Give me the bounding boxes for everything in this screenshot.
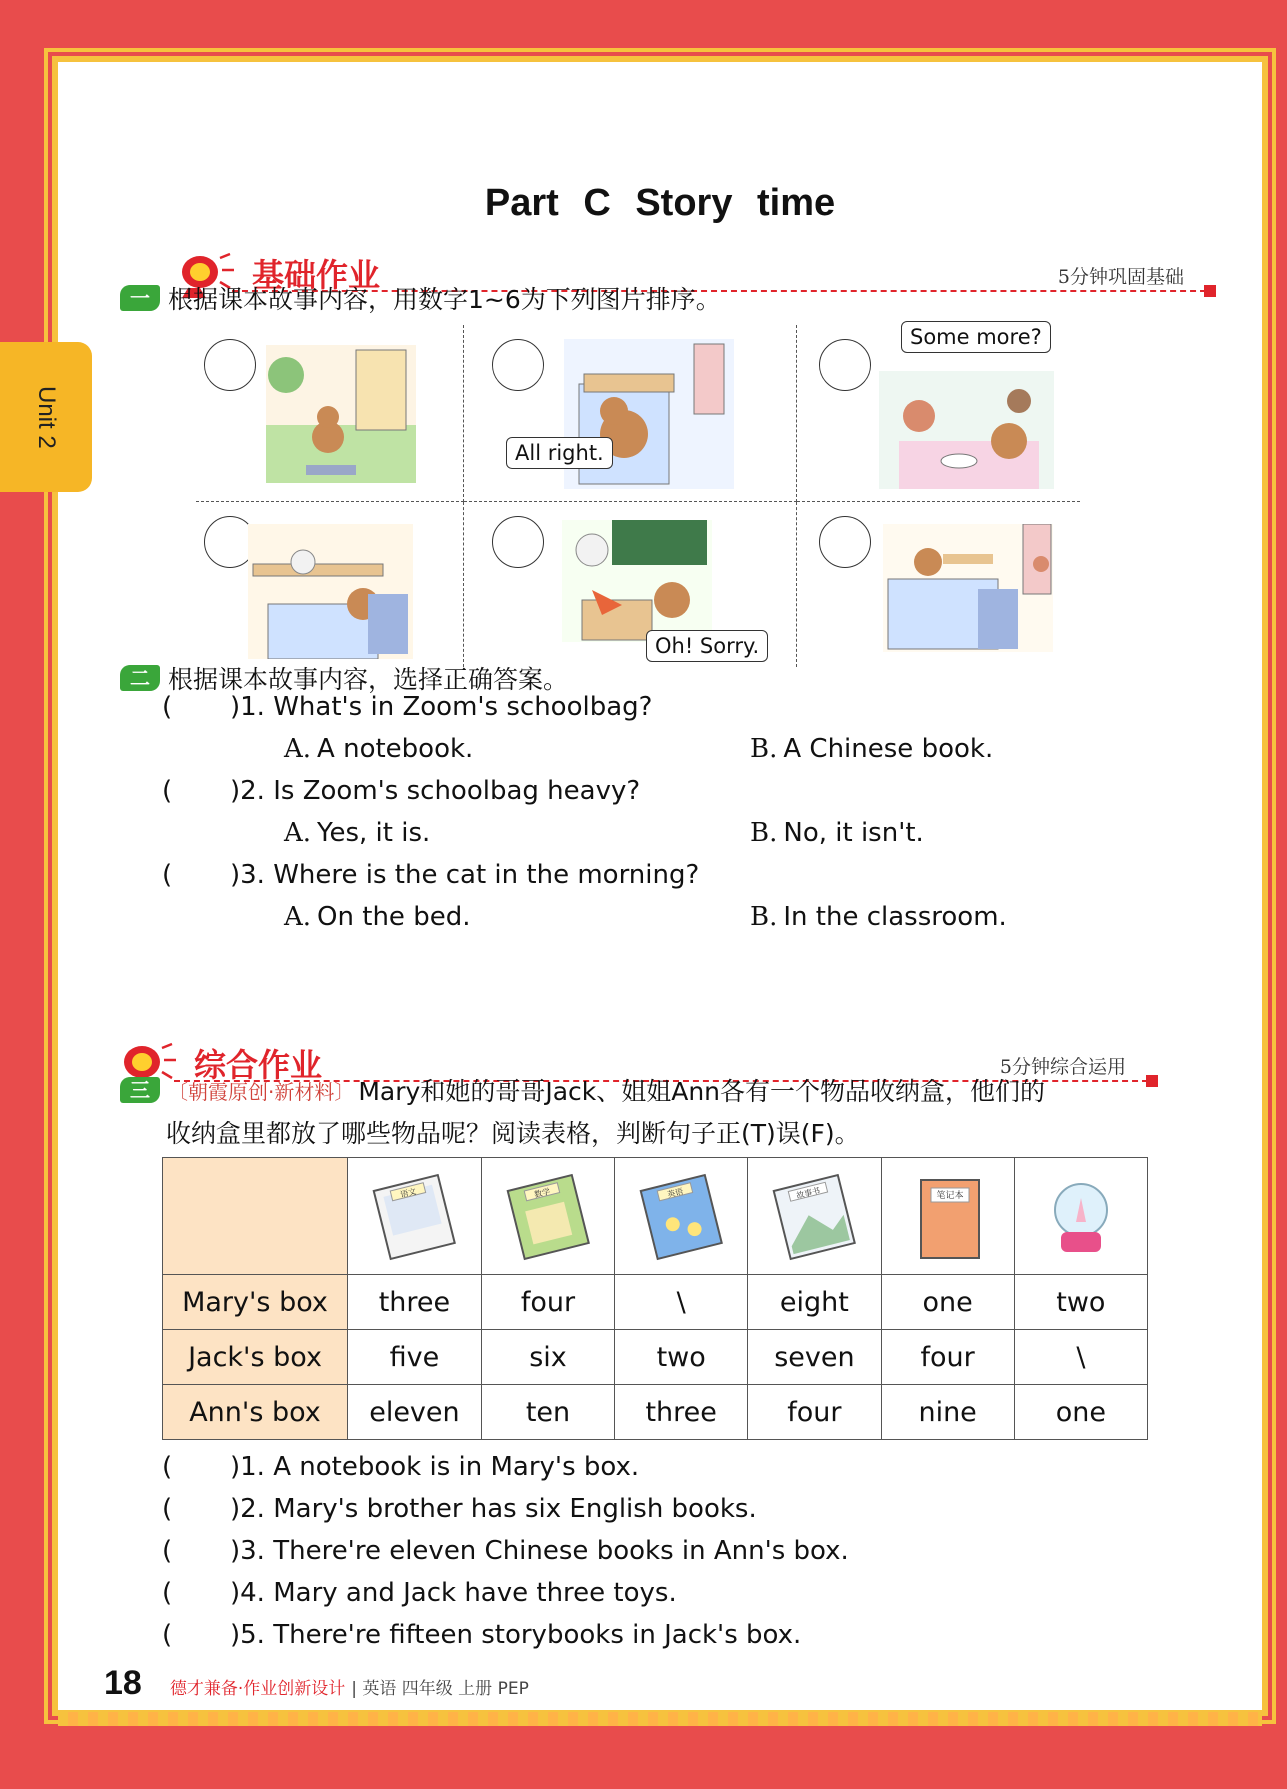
- page-footer: [104, 1664, 529, 1703]
- answer-blank[interactable]: (: [162, 776, 173, 806]
- option-b: [750, 734, 993, 764]
- answer-blank[interactable]: (: [162, 1494, 173, 1524]
- option-text: Yes, it is.: [317, 818, 431, 848]
- speech-bubble-all-right: All right.: [506, 437, 613, 469]
- chinese-book-label: 语文: [399, 1186, 418, 1200]
- table-header-row: [163, 1158, 1148, 1275]
- question-3-badge: 三: [120, 1077, 160, 1103]
- table-cell: ten: [481, 1385, 614, 1440]
- table-row: [163, 1385, 1148, 1440]
- table-cell: three: [348, 1275, 482, 1330]
- question-3-tag: 〔朝霞原创·新材料〕: [168, 1079, 355, 1104]
- statement-text: )3. There're eleven Chinese books in Ann's box.: [230, 1536, 849, 1566]
- notebook-cell: [881, 1158, 1014, 1275]
- question-stem: )1. What's in Zoom's schoolbag?: [230, 692, 653, 722]
- picture-cell-1: [196, 325, 464, 502]
- table-cell: one: [881, 1275, 1014, 1330]
- bear-morning-image: [883, 524, 1053, 652]
- english-book-icon: [636, 1170, 726, 1262]
- page-number: 18: [104, 1664, 142, 1702]
- option-b: [750, 902, 1007, 932]
- row-head-mary: Mary's box: [163, 1275, 348, 1330]
- option-text: In the classroom.: [783, 902, 1007, 932]
- speech-bubble-some-more: Some more?: [901, 321, 1051, 353]
- storybook-icon: [769, 1170, 859, 1262]
- picture-cell-6: [797, 502, 1080, 667]
- question-stem: )2. Is Zoom's schoolbag heavy?: [230, 776, 641, 806]
- table-cell: four: [881, 1330, 1014, 1385]
- top-border: [58, 48, 1262, 62]
- table-cell: \: [1014, 1330, 1147, 1385]
- statement-text: )5. There're fifteen storybooks in Jack's box.: [230, 1620, 802, 1650]
- unit-tab-label: Unit 2: [33, 385, 60, 449]
- table-cell: two: [615, 1330, 748, 1385]
- option-a: [284, 902, 470, 932]
- math-book-cell: [481, 1158, 614, 1275]
- answer-circle[interactable]: [819, 516, 871, 568]
- table-cell: four: [748, 1385, 881, 1440]
- question-2-label: [120, 660, 568, 696]
- question-stem: )3. Where is the cat in the morning?: [230, 860, 700, 890]
- table-cell: two: [1014, 1275, 1147, 1330]
- option-b: [750, 818, 924, 848]
- answer-circle[interactable]: [492, 516, 544, 568]
- picture-grid: [196, 325, 1080, 667]
- page-sheet: [58, 62, 1262, 1710]
- answer-circle[interactable]: [492, 339, 544, 391]
- question-2-badge: 二: [120, 665, 160, 691]
- section-divider-end: [1146, 1075, 1158, 1087]
- question-1-text: 根据课本故事内容，用数字1~6为下列图片排序。: [168, 285, 721, 314]
- statement-text: )4. Mary and Jack have three toys.: [230, 1578, 677, 1608]
- chinese-book-icon: [369, 1170, 459, 1262]
- answer-blank[interactable]: (: [162, 1620, 173, 1650]
- answer-blank[interactable]: (: [162, 1536, 173, 1566]
- english-book-cell: [615, 1158, 748, 1275]
- option-letter: B.: [750, 734, 778, 764]
- table-cell: seven: [748, 1330, 881, 1385]
- row-head-ann: Ann's box: [163, 1385, 348, 1440]
- snow-globe-toy-icon: [1036, 1170, 1126, 1262]
- storybook-cell: [748, 1158, 881, 1275]
- unit-tab: [0, 342, 92, 492]
- answer-blank[interactable]: (: [162, 860, 173, 890]
- statement-text: )2. Mary's brother has six English books.: [230, 1494, 757, 1524]
- cat-on-bed-image: [248, 524, 413, 659]
- table-corner: [163, 1158, 348, 1275]
- question-2-text: 根据课本故事内容，选择正确答案。: [168, 665, 569, 694]
- option-letter: A.: [284, 818, 312, 848]
- footer-brand: 德才兼备·作业创新设计: [169, 1679, 346, 1699]
- math-book-label: 数学: [533, 1186, 552, 1200]
- picture-cell-2: [464, 325, 797, 502]
- question-3-label: [120, 1072, 1045, 1108]
- bear-garden-image: [266, 345, 416, 483]
- page-title: Part C Story time: [484, 182, 836, 224]
- table-cell: six: [481, 1330, 614, 1385]
- option-letter: A.: [284, 734, 312, 764]
- english-book-label: 英语: [666, 1186, 685, 1200]
- question-3-text-line1: Mary和她的哥哥Jack、姐姐Ann各有一个物品收纳盒，他们的: [358, 1077, 1046, 1106]
- answer-blank[interactable]: (: [162, 692, 173, 722]
- question-1-label: [120, 280, 721, 316]
- section-comprehensive-title: 综合作业: [194, 1046, 323, 1084]
- answer-blank[interactable]: (: [162, 1578, 173, 1608]
- notebook-label: 笔记本: [936, 1191, 964, 1201]
- option-text: No, it isn't.: [783, 818, 924, 848]
- option-text: A notebook.: [317, 734, 474, 764]
- option-text: A Chinese book.: [783, 734, 994, 764]
- storybook-label: 故事书: [795, 1185, 822, 1201]
- table-cell: eleven: [348, 1385, 482, 1440]
- table-row: [163, 1275, 1148, 1330]
- option-text: On the bed.: [317, 902, 471, 932]
- items-table: [162, 1157, 1148, 1440]
- answer-blank[interactable]: (: [162, 1452, 173, 1482]
- bear-dinner-image: [879, 371, 1054, 489]
- footer-book-info: | 英语 四年级 上册 PEP: [351, 1679, 529, 1699]
- chinese-book-cell: [348, 1158, 482, 1275]
- statement-text: )1. A notebook is in Mary's box.: [230, 1452, 640, 1482]
- picture-cell-5: [464, 502, 797, 667]
- section-divider-end: [1204, 285, 1216, 297]
- option-a: [284, 818, 430, 848]
- table-row: [163, 1330, 1148, 1385]
- option-letter: B.: [750, 902, 778, 932]
- section-basic-subtitle: 5分钟巩固基础: [1057, 266, 1184, 288]
- section-basic-title: 基础作业: [252, 256, 381, 294]
- row-head-jack: Jack's box: [163, 1330, 348, 1385]
- bottom-border: [58, 1712, 1262, 1726]
- speech-bubble-oh-sorry: Oh! Sorry.: [646, 630, 768, 662]
- notebook-icon: [903, 1170, 993, 1262]
- picture-cell-3: [797, 325, 1080, 502]
- table-cell: five: [348, 1330, 482, 1385]
- question-1-badge: 一: [120, 285, 160, 311]
- table-cell: one: [1014, 1385, 1147, 1440]
- table-cell: \: [615, 1275, 748, 1330]
- section-comprehensive-subtitle: 5分钟综合运用: [999, 1056, 1126, 1078]
- table-cell: three: [615, 1385, 748, 1440]
- option-a: [284, 734, 473, 764]
- picture-cell-4: [196, 502, 464, 667]
- answer-circle[interactable]: [819, 339, 871, 391]
- table-cell: nine: [881, 1385, 1014, 1440]
- math-book-icon: [503, 1170, 593, 1262]
- option-letter: B.: [750, 818, 778, 848]
- answer-circle[interactable]: [204, 339, 256, 391]
- toy-cell: [1014, 1158, 1147, 1275]
- table-cell: four: [481, 1275, 614, 1330]
- table-cell: eight: [748, 1275, 881, 1330]
- question-3-text-line2: 收纳盒里都放了哪些物品呢？阅读表格，判断句子正(T)误(F)。: [166, 1119, 860, 1148]
- option-letter: A.: [284, 902, 312, 932]
- classroom-image: [562, 520, 712, 642]
